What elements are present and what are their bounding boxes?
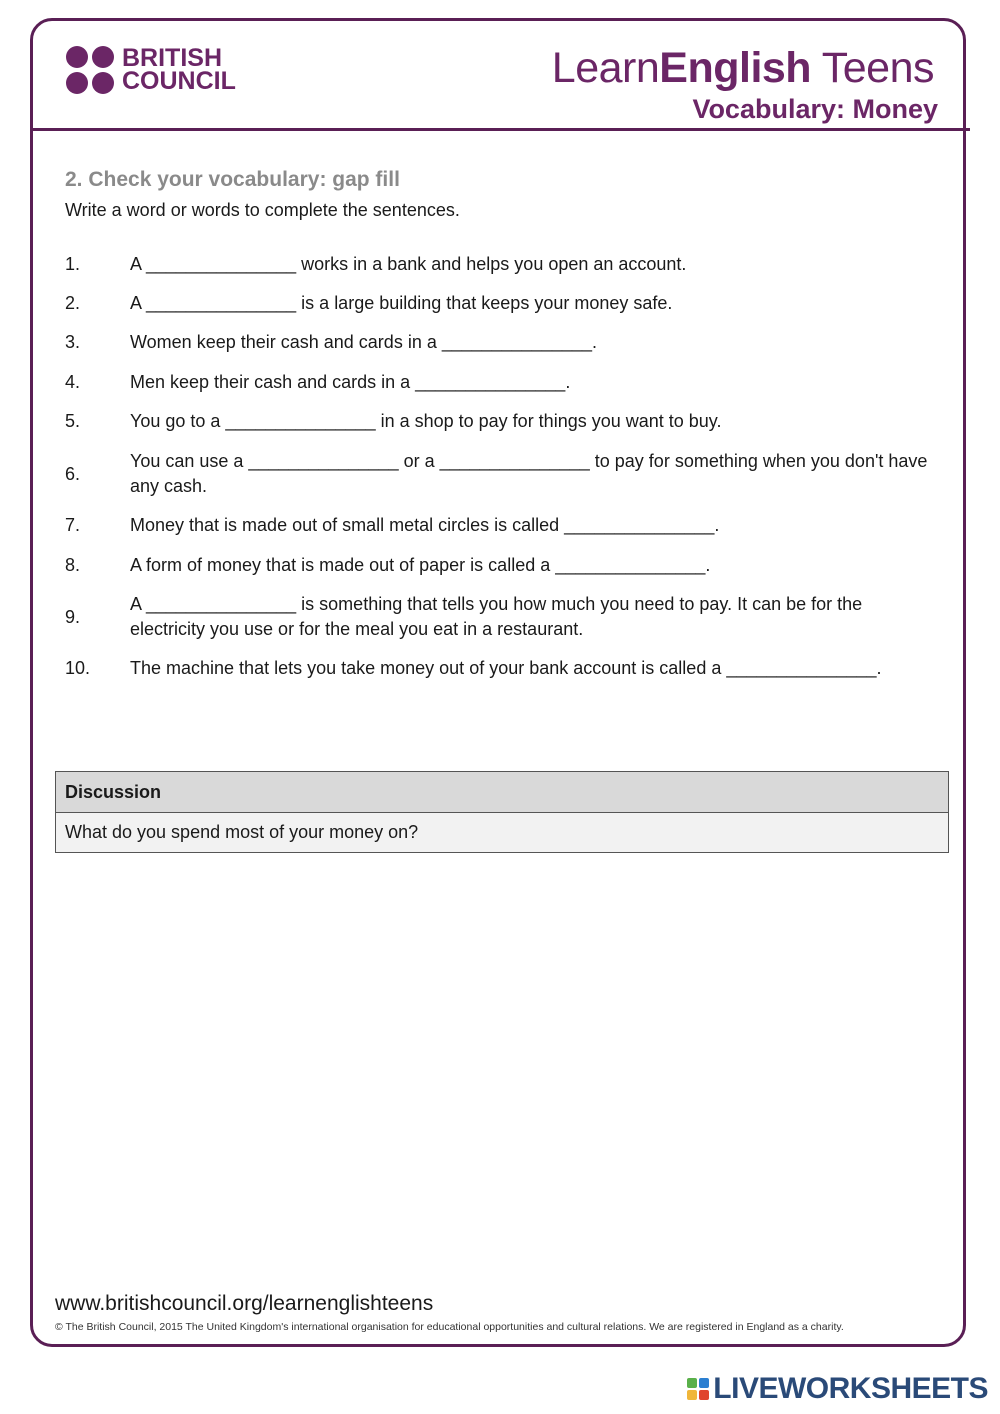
question-text[interactable]: Money that is made out of small metal circles is called _______________. (130, 515, 720, 535)
logo-dots-icon (66, 46, 114, 94)
footer-url: www.britishcouncil.org/learnenglishteens (55, 1292, 434, 1315)
question-text[interactable]: You go to a _______________ in a shop to pay for things you want to buy. (130, 411, 722, 431)
question-text[interactable]: You can use a _______________ or a _______________ to pay for something when you don't have any cash. (130, 451, 928, 496)
section-title: 2. Check your vocabulary: gap fill (65, 168, 400, 191)
question-text[interactable]: A _______________ is a large building that keeps your money safe. (130, 293, 673, 313)
footer-copyright: © The British Council, 2015 The United Kingdom's international organisation for educational opportunities and cultural relations. We are registered in England as a charity. (55, 1321, 844, 1333)
question-item: 5. You go to a _______________ in a shop to pay for things you want to buy. (65, 409, 935, 434)
question-text[interactable]: A _______________ is something that tells you how much you need to pay. It can be for the electricity you use or for the meal you eat in a restaurant. (130, 594, 863, 639)
question-item: 10. The machine that lets you take money out of your bank account is called a _______________. (65, 656, 935, 681)
watermark-text: LIVEWORKSHEETS (713, 1372, 988, 1405)
liveworksheets-logo-icon (687, 1378, 709, 1400)
question-item: 7. Money that is made out of small metal circles is called _______________. (65, 513, 935, 538)
header-divider (30, 128, 970, 131)
question-text[interactable]: A _______________ works in a bank and helps you open an account. (130, 254, 687, 274)
question-item: 1. A _______________ works in a bank and helps you open an account. (65, 252, 935, 277)
question-text[interactable]: Women keep their cash and cards in a _______________. (130, 332, 597, 352)
instruction-text: Write a word or words to complete the sentences. (65, 200, 460, 220)
discussion-question: What do you spend most of your money on? (56, 813, 948, 852)
discussion-box (55, 771, 949, 853)
british-council-logo (66, 46, 236, 94)
discussion-heading: Discussion (56, 772, 948, 813)
question-item: 9. A _______________ is something that tells you how much you need to pay. It can be for the electricity you use or for the meal you eat in a restaurant. (65, 592, 935, 642)
question-text[interactable]: A form of money that is made out of paper is called a _______________. (130, 555, 711, 575)
logo-line-1: BRITISH (122, 44, 222, 72)
question-text[interactable]: The machine that lets you take money out of your bank account is called a _______________. (130, 658, 882, 678)
page-subtitle: Vocabulary: Money (692, 94, 938, 124)
question-item: 4. Men keep their cash and cards in a _______________. (65, 370, 935, 395)
question-item: 2. A _______________ is a large building that keeps your money safe. (65, 291, 935, 316)
question-item: 8. A form of money that is made out of paper is called a _______________. (65, 553, 935, 578)
question-item: 6. You can use a _______________ or a _______________ to pay for something when you don't have any cash. (65, 449, 935, 499)
liveworksheets-watermark (687, 1372, 988, 1406)
learnenglish-teens-brand: LearnEnglish Teens (551, 44, 934, 92)
logo-line-2: COUNCIL (122, 67, 236, 95)
question-text[interactable]: Men keep their cash and cards in a _______________. (130, 372, 571, 392)
question-item: 3. Women keep their cash and cards in a _______________. (65, 330, 935, 355)
